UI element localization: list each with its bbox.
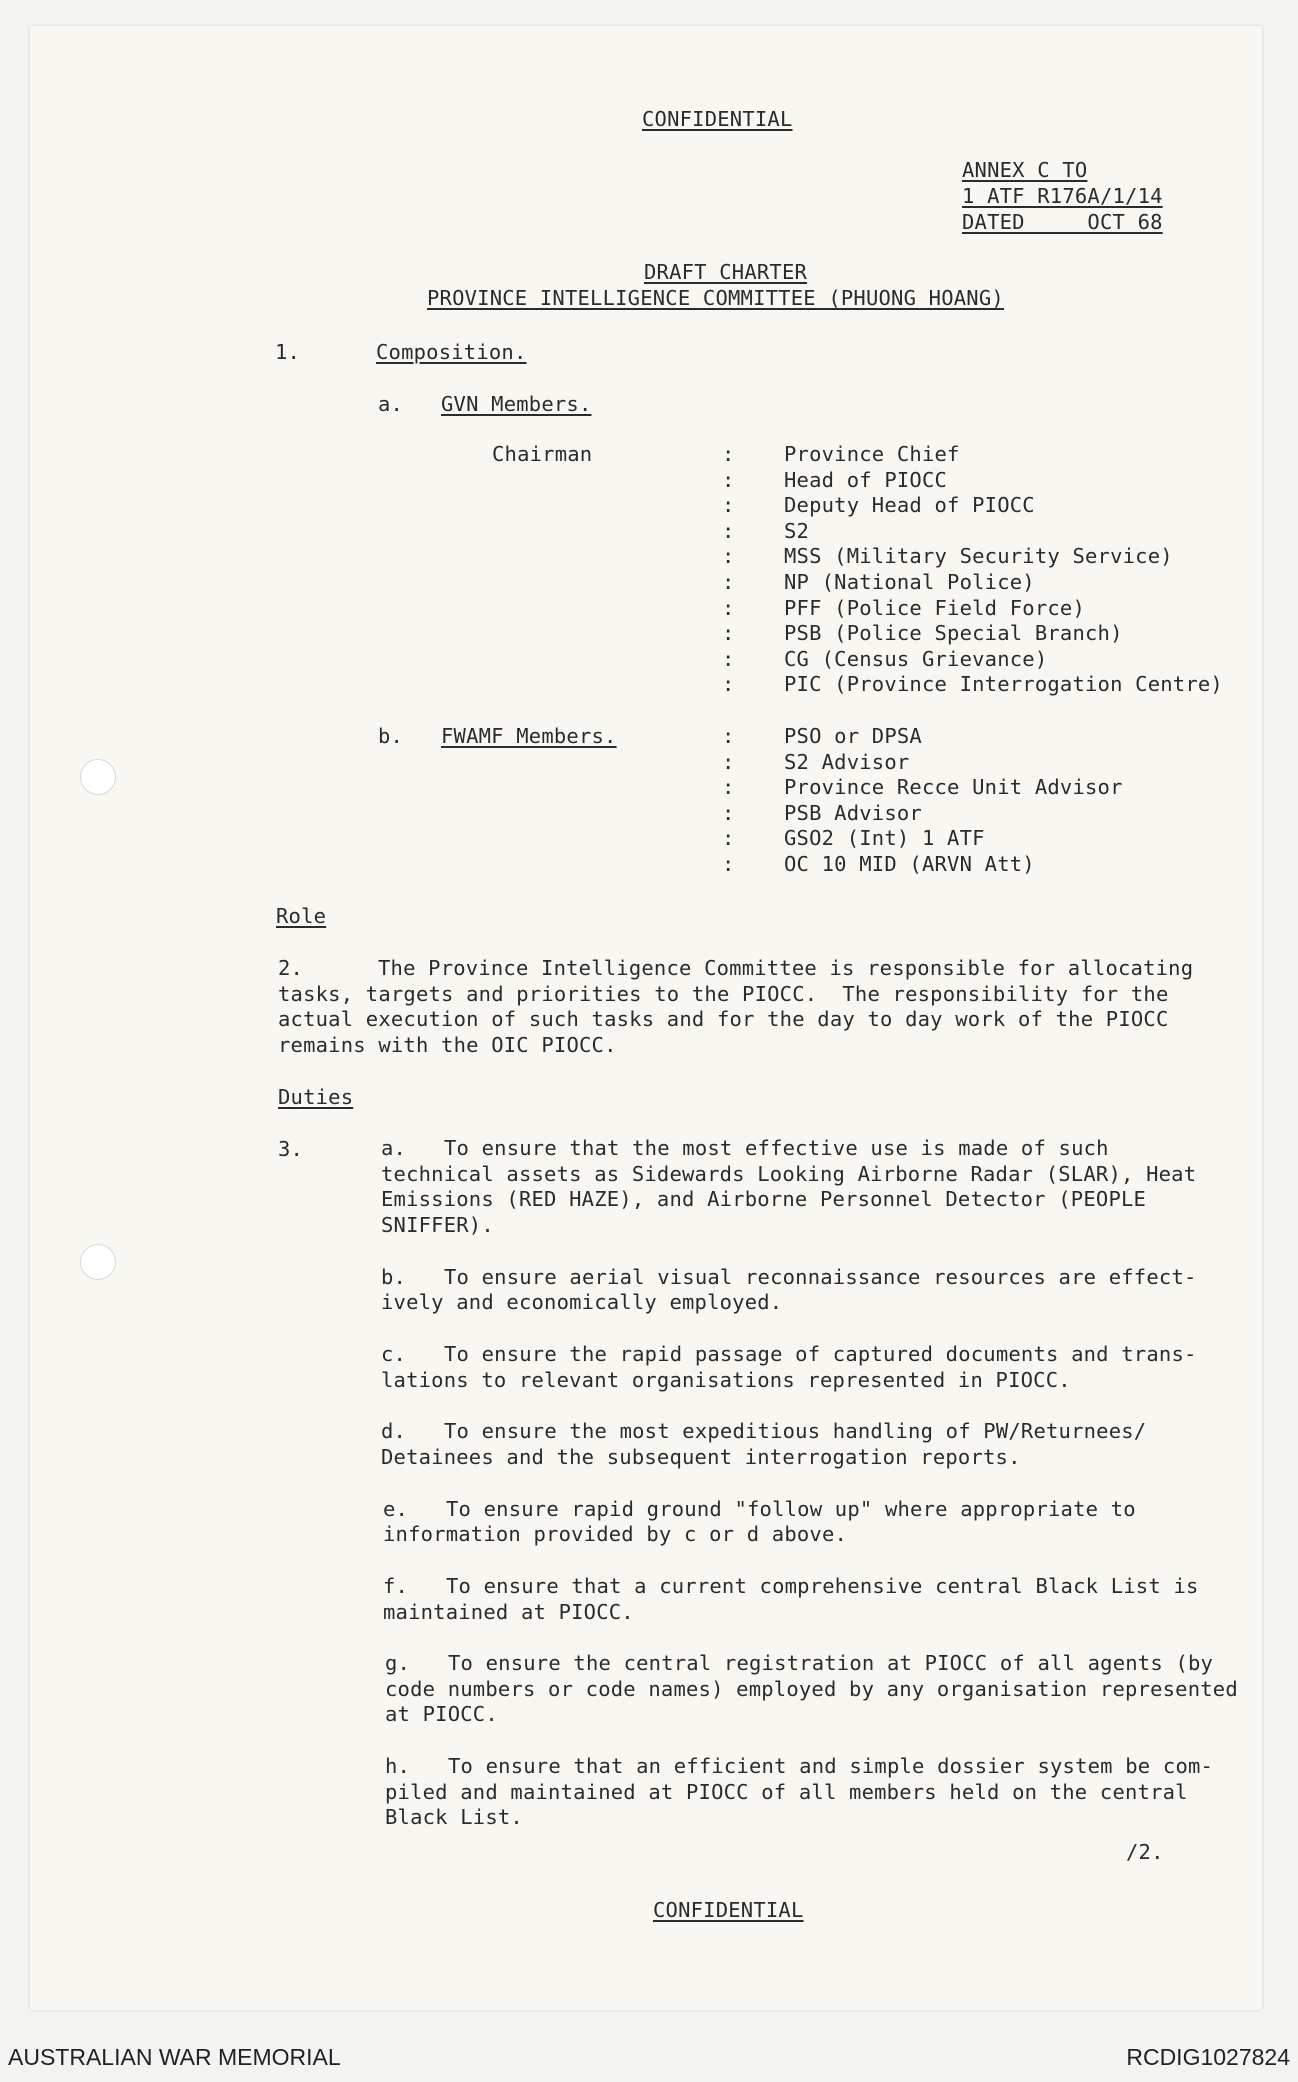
gvn-colon: : (722, 442, 735, 466)
annex-line-2: 1 ATF R176A/1/14 (962, 184, 1163, 208)
gvn-member: CG (Census Grievance) (784, 647, 1048, 671)
role-line: actual execution of such tasks and for the day to day work of the PIOCC (278, 1007, 1169, 1031)
duty-line: piled and maintained at PIOCC of all members held on the central (385, 1780, 1188, 1804)
duty-line: To ensure that the most effective use is made of such (444, 1136, 1109, 1160)
duty-letter: h. (385, 1754, 411, 1778)
annex-line-1: ANNEX C TO (962, 158, 1088, 182)
duty-line: Emissions (RED HAZE), and Airborne Personnel Detector (PEOPLE (381, 1187, 1147, 1211)
duty-line: To ensure that an efficient and simple dossier system be com- (448, 1754, 1214, 1778)
duty-line: To ensure the most expeditious handling of PW/Returnees/ (444, 1419, 1147, 1443)
fwamf-heading: FWAMF Members. (441, 724, 617, 748)
duty-letter: c. (381, 1342, 407, 1366)
duty-line: To ensure that a current comprehensive central Black List is (446, 1574, 1199, 1598)
fwamf-colon: : (722, 724, 735, 748)
duty-line: technical assets as Sidewards Looking Airborne Radar (SLAR), Heat (381, 1162, 1197, 1186)
fwamf-letter: b. (378, 724, 404, 748)
gvn-colon: : (722, 672, 735, 696)
gvn-member: PSB (Police Special Branch) (784, 621, 1123, 645)
gvn-colon: : (722, 596, 735, 620)
duty-line: maintained at PIOCC. (383, 1600, 634, 1624)
gvn-colon: : (722, 621, 735, 645)
fwamf-member: PSO or DPSA (784, 724, 922, 748)
gvn-member: Head of PIOCC (784, 468, 948, 492)
role-line: tasks, targets and priorities to the PIOCC. The responsibility for the (278, 982, 1169, 1006)
fwamf-colon: : (722, 750, 735, 774)
duty-line: code numbers or code names) employed by any organisation represented (385, 1677, 1238, 1701)
footer-record-id: RCDIG1027824 (1126, 2044, 1290, 2070)
gvn-colon: : (722, 544, 735, 568)
annex-line-3: DATED OCT 68 (962, 210, 1163, 234)
fwamf-colon: : (722, 852, 735, 876)
fwamf-member: Province Recce Unit Advisor (784, 775, 1123, 799)
footer-archive-name: AUSTRALIAN WAR MEMORIAL (8, 2044, 341, 2070)
duty-line: Detainees and the subsequent interrogation reports. (381, 1445, 1021, 1469)
role-line: remains with the OIC PIOCC. (278, 1033, 617, 1057)
duty-line: ively and economically employed. (381, 1290, 783, 1314)
title-line-1: DRAFT CHARTER (644, 260, 808, 284)
duty-line: Black List. (385, 1805, 523, 1829)
gvn-member: MSS (Military Security Service) (784, 544, 1173, 568)
gvn-colon: : (722, 519, 735, 543)
duty-line: To ensure the rapid passage of captured documents and trans- (444, 1342, 1197, 1366)
role-heading: Role (276, 904, 327, 928)
fwamf-colon: : (722, 801, 735, 825)
gvn-member: Deputy Head of PIOCC (784, 493, 1035, 517)
duty-letter: b. (381, 1265, 407, 1289)
duty-letter: g. (385, 1651, 411, 1675)
gvn-colon: : (722, 570, 735, 594)
duty-letter: a. (381, 1136, 407, 1160)
duty-letter: d. (381, 1419, 407, 1443)
title-line-2: PROVINCE INTELLIGENCE COMMITTEE (PHUONG HOANG) (427, 286, 1004, 310)
fwamf-member: S2 Advisor (784, 750, 910, 774)
composition-number: 1. (275, 340, 301, 364)
gvn-letter: a. (378, 392, 404, 416)
duty-line: To ensure rapid ground "follow up" where appropriate to (446, 1497, 1136, 1521)
gvn-colon: : (722, 468, 735, 492)
fwamf-member: GSO2 (Int) 1 ATF (784, 826, 985, 850)
duty-line: To ensure the central registration at PIOCC of all agents (by (448, 1651, 1214, 1675)
gvn-member: NP (National Police) (784, 570, 1035, 594)
duty-line: at PIOCC. (385, 1702, 498, 1726)
punch-hole-top (80, 759, 116, 795)
duties-heading: Duties (278, 1085, 354, 1109)
fwamf-colon: : (722, 775, 735, 799)
role-line: The Province Intelligence Committee is responsible for allocating (378, 956, 1194, 980)
role-number: 2. (278, 956, 304, 980)
fwamf-member: PSB Advisor (784, 801, 922, 825)
gvn-colon: : (722, 647, 735, 671)
duties-number: 3. (278, 1137, 304, 1161)
classification-bottom: CONFIDENTIAL (653, 1898, 804, 1922)
fwamf-member: OC 10 MID (ARVN Att) (784, 852, 1035, 876)
gvn-colon: : (722, 493, 735, 517)
duty-letter: e. (383, 1497, 409, 1521)
gvn-heading: GVN Members. (441, 392, 592, 416)
duty-letter: f. (383, 1574, 409, 1598)
page-marker: /2. (1126, 1840, 1164, 1864)
classification-top: CONFIDENTIAL (642, 107, 793, 131)
duty-line: SNIFFER). (381, 1213, 494, 1237)
gvn-member: PIC (Province Interrogation Centre) (784, 672, 1223, 696)
composition-heading: Composition. (376, 340, 527, 364)
duty-line: lations to relevant organisations represented in PIOCC. (381, 1368, 1071, 1392)
duty-line: To ensure aerial visual reconnaissance resources are effect- (444, 1265, 1197, 1289)
fwamf-colon: : (722, 826, 735, 850)
gvn-member: PFF (Police Field Force) (784, 596, 1086, 620)
duty-line: information provided by c or d above. (383, 1522, 848, 1546)
punch-hole-bottom (80, 1244, 116, 1280)
gvn-member: Province Chief (784, 442, 960, 466)
chairman-label: Chairman (492, 442, 593, 466)
gvn-member: S2 (784, 519, 810, 543)
